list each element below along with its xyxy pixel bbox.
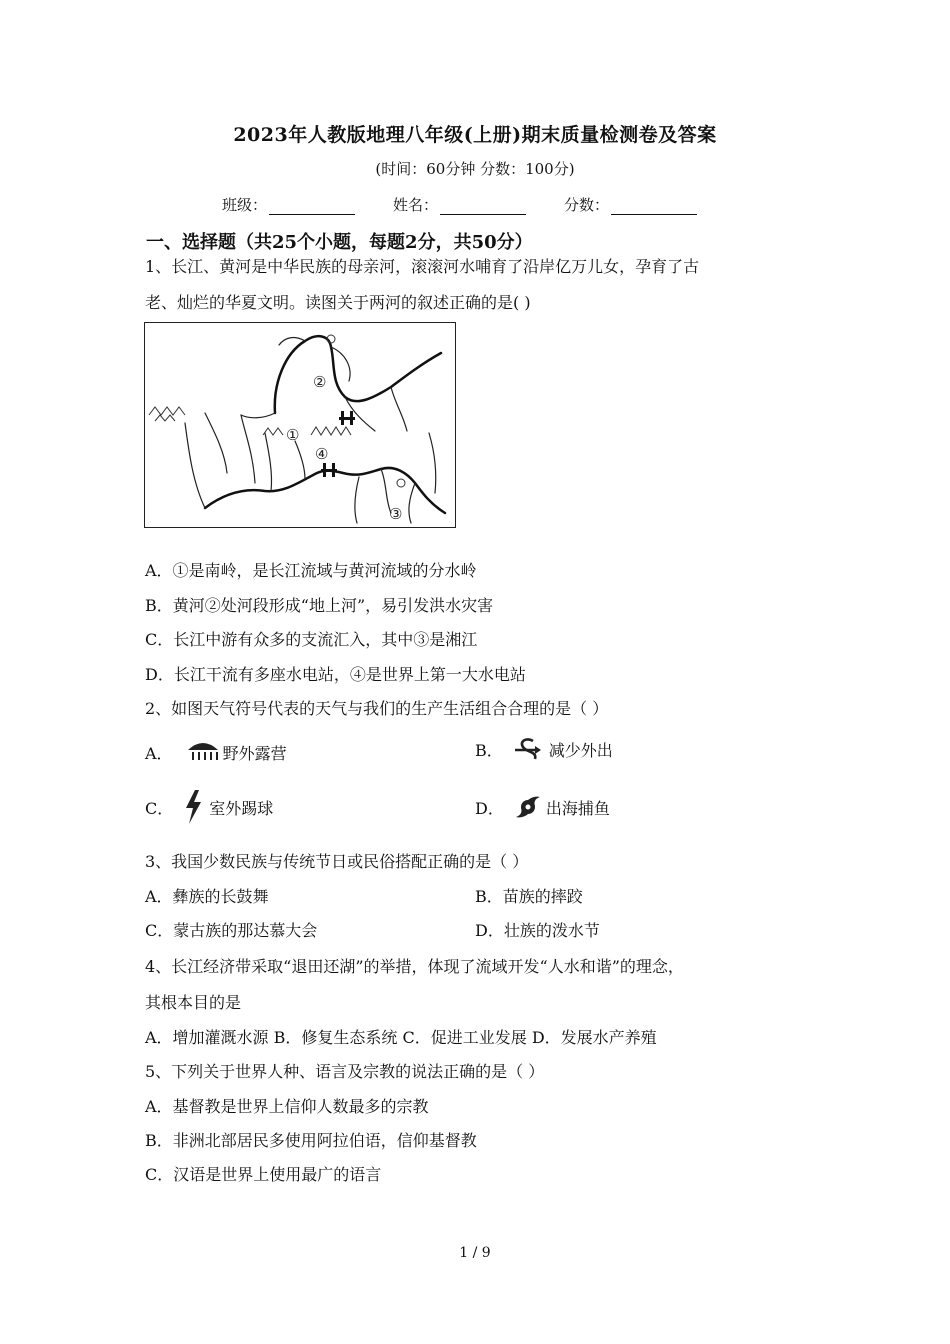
score-field xyxy=(564,194,697,215)
q1-stem-line1: 1、长江、黄河是中华民族的母亲河，滚滚河水哺育了沿岸亿万儿女，孕育了古 xyxy=(145,257,700,276)
section-heading: 一、选择题（共25个小题，每题2分，共50分） xyxy=(146,232,533,253)
typhoon-icon xyxy=(514,793,542,821)
q2-option-d-text: 出海捕鱼 xyxy=(545,798,610,818)
page-number: 1 / 9 xyxy=(459,1245,491,1261)
q2-option-c xyxy=(145,790,273,824)
name-field xyxy=(393,194,526,215)
rivers-map-figure xyxy=(145,323,454,526)
q4-options: A．增加灌溉水源 B．修复生态系统 C．促进工业发展 D．发展水产养殖 xyxy=(145,1028,657,1047)
q3-option-d: D．壮族的泼水节 xyxy=(475,921,600,940)
lightning-icon xyxy=(183,790,203,824)
student-info-row xyxy=(222,194,735,215)
score-label: 分数： xyxy=(564,196,610,214)
q1-stem-line2: 老、灿烂的华夏文明。读图关于两河的叙述正确的是( ) xyxy=(145,293,531,312)
class-label: 班级： xyxy=(222,196,268,214)
rain-icon xyxy=(185,738,213,766)
q2-option-c-text: 室外踢球 xyxy=(209,798,274,818)
score-blank[interactable] xyxy=(611,197,697,215)
map-label-1: ① xyxy=(286,426,300,444)
q2-option-b-text: 减少外出 xyxy=(548,740,613,760)
q2-option-c-letter: C． xyxy=(145,798,174,818)
q5-stem: 5、下列关于世界人种、语言及宗教的说法正确的是（ ） xyxy=(145,1062,545,1081)
exam-subtitle: (时间：60分钟 分数：100分) xyxy=(375,160,575,178)
q4-stem-line1: 4、长江经济带采取“退田还湖”的举措，体现了流域开发“人水和谐”的理念， xyxy=(145,957,684,976)
q5-option-b: B．非洲北部居民多使用阿拉伯语，信仰基督教 xyxy=(145,1131,477,1150)
map-label-4: ④ xyxy=(315,445,329,463)
q2-option-a-text: 野外露营 xyxy=(222,743,287,763)
q3-option-b: B．苗族的摔跤 xyxy=(475,887,583,906)
q1-option-b: B．黄河②处河段形成“地上河”，易引发洪水灾害 xyxy=(145,596,494,615)
map-label-2: ② xyxy=(313,373,327,391)
sandstorm-icon xyxy=(513,735,541,763)
q2-option-a-letter: A． xyxy=(145,743,173,763)
q1-option-d: D．长江干流有多座水电站，④是世界上第一大水电站 xyxy=(145,665,526,684)
q5-option-c: C．汉语是世界上使用最广的语言 xyxy=(145,1165,382,1184)
q1-option-c: C．长江中游有众多的支流汇入，其中③是湘江 xyxy=(145,630,478,649)
q2-option-b-letter: B． xyxy=(475,740,503,760)
map-label-3: ③ xyxy=(389,505,403,523)
q4-stem-line2: 其根本目的是 xyxy=(145,993,242,1012)
rivers-map xyxy=(144,322,456,528)
q2-stem: 2、如图天气符号代表的天气与我们的生产生活组合合理的是（ ） xyxy=(145,699,609,718)
q2-option-d xyxy=(475,793,610,821)
class-blank[interactable] xyxy=(269,197,355,215)
name-label: 姓名： xyxy=(393,196,439,214)
q3-stem: 3、我国少数民族与传统节日或民俗搭配正确的是（ ） xyxy=(145,852,529,871)
name-blank[interactable] xyxy=(440,197,526,215)
q3-option-a: A．彝族的长鼓舞 xyxy=(145,887,269,906)
q1-option-a: A．①是南岭，是长江流域与黄河流域的分水岭 xyxy=(145,561,477,580)
q3-option-c: C．蒙古族的那达慕大会 xyxy=(145,921,318,940)
q5-option-a: A．基督教是世界上信仰人数最多的宗教 xyxy=(145,1097,429,1116)
class-field xyxy=(222,194,355,215)
q2-option-b xyxy=(475,735,613,763)
exam-title: 2023年人教版地理八年级(上册)期末质量检测卷及答案 xyxy=(233,124,717,146)
q2-option-a xyxy=(145,738,287,766)
q2-option-d-letter: D． xyxy=(475,798,504,818)
